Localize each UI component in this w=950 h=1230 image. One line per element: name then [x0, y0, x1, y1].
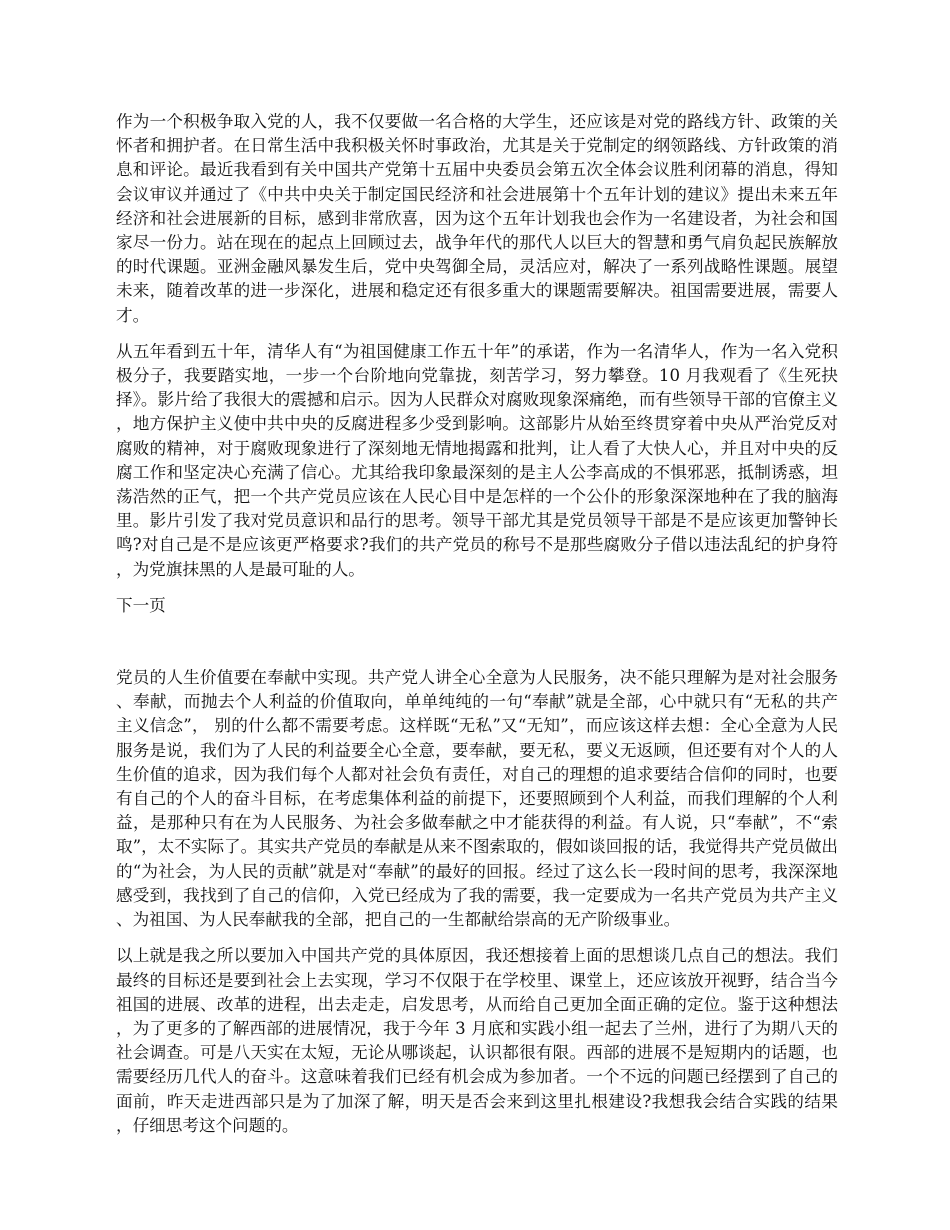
document-body [116, 110, 838, 1138]
paragraph-3: 党员的人生价值要在奉献中实现。共产党人讲全心全意为人民服务，决不能只理解为是对社会服务、奉献，而抛去个人利益的价值取向，单单纯纯的一句“奉献”就是全部，心中就只有“无私的共产主义信念”， 别的什么都不需要考虑。这样既“无私”又“无知”，而应该这样去想：全心全意为人民服务是说，我们为了人民的利益要全心全意，要奉献，要无私，要义无返顾，但还要有对个人的人生价值的追求，因为我们每个人都对社会负有责任，对自己的理想的追求要结合信仰的同时，也要有自己的个人的奋斗目标，在考虑集体利益的前提下，还要照顾到个人利益，而我们理解的个人利益，是那种只有在为人民服务、为社会多做奉献之中才能获得的利益。有人说，只“奉献”，不“索取”，太不实际了。其实共产党员的奉献是从来不图索取的，假如谈回报的话，我觉得共产党员做出的“为社会，为人民的贡献”就是对“奉献”的最好的回报。经过了这么长一段时间的思考，我深深地感受到，我找到了自己的信仰，入党已经成为了我的需要，我一定要成为一名共产党员为共产主义、为祖国、为人民奉献我的全部，把自己的一生都献给崇高的无产阶级事业。 [116, 668, 839, 930]
paragraph-1: 作为一个积极争取入党的人，我不仅要做一名合格的大学生，还应该是对党的路线方针、政策的关怀者和拥护者。在日常生活中我积极关怀时事政治，尤其是关于党制定的纲领路线、方针政策的消息和评论。最近我看到有关中国共产党第十五届中央委员会第五次全体会议胜利闭幕的消息，得知会议审议并通过了《中共中央关于制定国民经济和社会进展第十个五年计划的建议》提出未来五年经济和社会进展新的目标，感到非常欣喜，因为这个五年计划我也会作为一名建设者，为社会和国家尽一份力。站在现在的起点上回顾过去，战争年代的那代人以巨大的智慧和勇气肩负起民族解放的时代课题。亚洲金融风暴发生后，党中央驾御全局，灵活应对，解决了一系列战略性课题。展望未来，随着改革的进一步深化，进展和稳定还有很多重大的课题需要解决。祖国需要进展，需要人才。 [116, 112, 838, 325]
paragraph-gap [116, 932, 838, 944]
paragraph-gap [116, 328, 838, 340]
paragraph-4: 以上就是我之所以要加入中国共产党的具体原因，我还想接着上面的思想谈几点自己的想法。我们最终的目标还是要到社会上去实现，学习不仅限于在学校里、课堂上，还应该放开视野，结合当今祖国的进展、改革的进程，出去走走，启发思考，从而给自己更加全面正确的定位。鉴于这种想法，为了更多的了解西部的进展情况，我于今年 3 月底和实践小组一起去了兰州，进行了为期八天的社会调查。可是八天实在太短，无论从哪谈起，认识都很有限。西部的进展不是短期内的话题，也需要经历几代人的奋斗。这意味着我们已经有机会成为参加者。一个不远的问题已经摆到了自己的面前，昨天走进西部只是为了加深了解，明天是否会来到这里扎根建设?我想我会结合实践的结果，仔细思考这个问题的。 [116, 946, 838, 1135]
paragraph-2: 从五年看到五十年，清华人有“为祖国健康工作五十年”的承诺，作为一名清华人，作为一名入党积极分子，我要踏实地，一步一个台阶地向党靠拢，刻苦学习，努力攀登。10 月我观看了《生死抉择》。影片给了我很大的震撼和启示。因为人民群众对腐败现象深痛绝，而有些领导干部的官僚主义，地方保护主义使中共中央的反腐进程多少受到影响。这部影片从始至终贯穿着中央从严治党反对腐败的精神，对于腐败现象进行了深刻地无情地揭露和批判，让人看了大快人心，并且对中央的反腐工作和坚定决心充满了信心。尤其给我印象最深刻的是主人公李高成的不惧邪恶，抵制诱惑，坦荡浩然的正气，把一个共产党员应该在人民心目中是怎样的一个公仆的形象深深地种在了我的脑海里。影片引发了我对党员意识和品行的思考。领导干部尤其是党员领导干部是不是应该更加警钟长鸣?对自己是不是应该更严格要求?我们的共产党员的称号不是那些腐败分子借以违法乱纪的护身符，为党旗抹黑的人是最可耻的人。 [116, 341, 838, 579]
paragraph-gap [116, 582, 838, 594]
next-page-link[interactable]: 下一页 [116, 595, 166, 615]
page-break-spacer [116, 618, 838, 666]
